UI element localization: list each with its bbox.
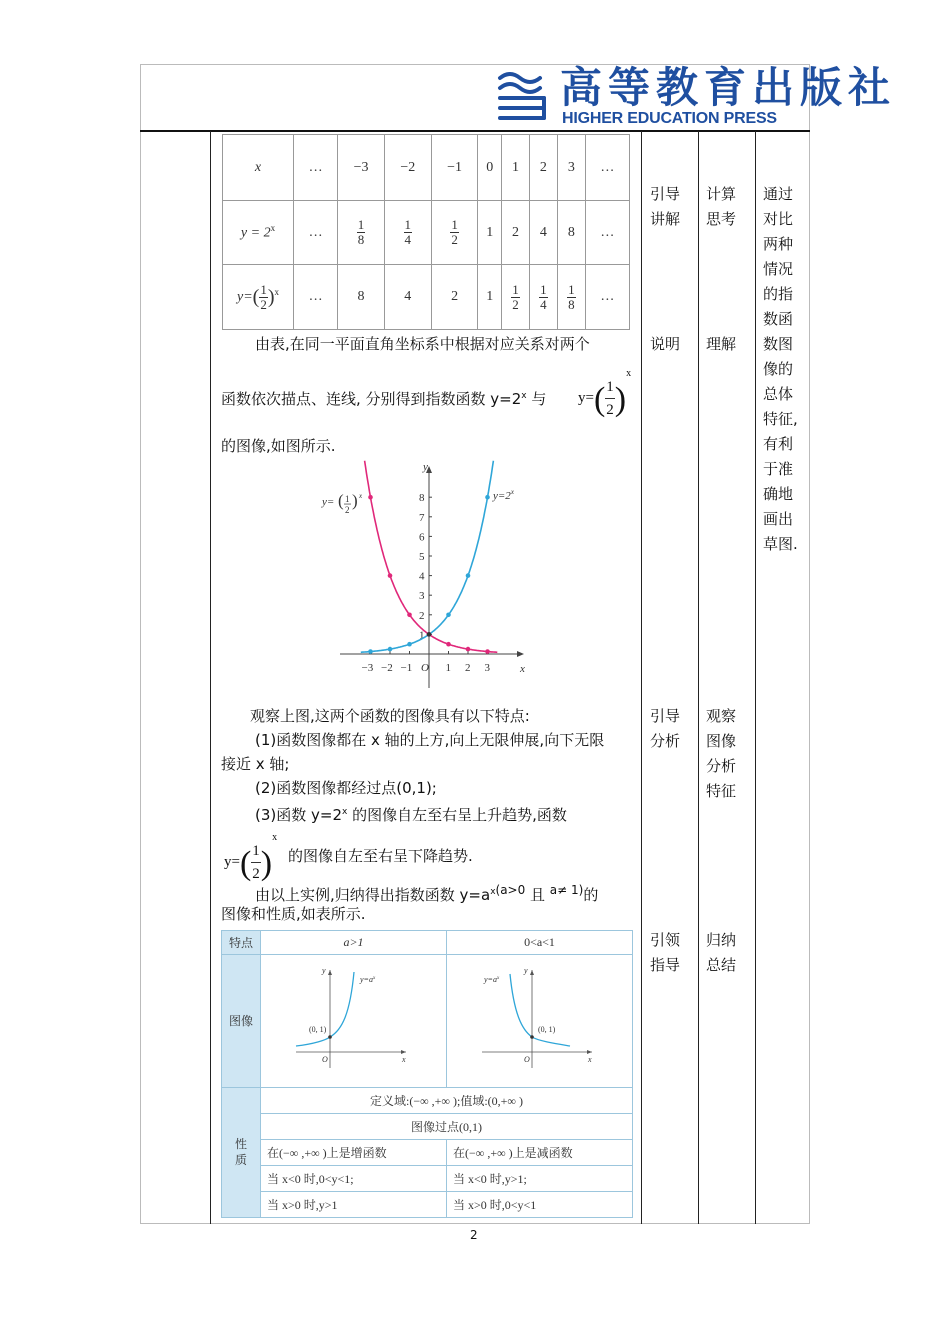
table-cell: 在(−∞ ,+∞ )上是增函数 [261, 1139, 447, 1165]
series-label: y= [322, 496, 335, 509]
paragraph-line: 观察上图,这两个函数的图像具有以下特点: [250, 707, 530, 725]
arrow-icon [530, 970, 534, 975]
data-point [368, 649, 373, 654]
curve-label: $y=a^x$ [483, 974, 499, 984]
table-cell: 1 [478, 265, 502, 330]
table-cell: 当 x<0 时,0<y<1; [261, 1165, 447, 1191]
table-cell: 在(−∞ ,+∞ )上是减函数 [447, 1139, 633, 1165]
table-cell: 2 [431, 265, 478, 330]
table-cell: … [294, 201, 338, 265]
table-cell: $\frac{1}{2}$ [502, 265, 530, 330]
table-cell: 2 [502, 201, 530, 265]
table-row [222, 1113, 633, 1139]
table-row [222, 931, 633, 955]
page-number: 2 [470, 1228, 478, 1242]
fraction-denominator: 2 [345, 505, 350, 516]
header-divider [140, 130, 810, 132]
table-cell: −2 [384, 135, 431, 201]
table-cell: 4 [384, 265, 431, 330]
x-tick-label: 1 [445, 662, 451, 674]
paragraph-line: 由表,在同一平面直角坐标系中根据对应关系对两个 [255, 335, 590, 353]
table-row [222, 1165, 633, 1191]
paragraph-line: (3)函数 $y=2^x$ 的图像自左至右呈上升趋势,函数 [255, 806, 567, 824]
teacher-activity: 引领指导 [650, 931, 681, 974]
paragraph-line: 图像和性质,如表所示. [221, 905, 366, 923]
exponential-graph [310, 458, 540, 698]
point-0-1 [328, 1035, 332, 1039]
paragraph-line: y=( $\frac{1}{2}$ )$^x$ [224, 832, 278, 883]
arrow-icon [328, 970, 332, 975]
x-tick-label: −3 [361, 662, 374, 674]
increasing-graph [294, 964, 414, 1074]
arrow-icon [401, 1050, 406, 1054]
row-label: y=( $\frac{1}{2}$ )$^x$ [223, 265, 294, 330]
table-cell: $\frac{1}{4}$ [384, 201, 431, 265]
axis-label: y [523, 965, 528, 975]
column-divider [210, 131, 211, 1224]
table-cell: $\frac{1}{8}$ [338, 201, 385, 265]
decreasing-graph [480, 964, 600, 1074]
curve-label: $y=a^x$ [359, 974, 375, 984]
y-tick-label: 5 [419, 551, 425, 563]
paragraph-line: 函数依次描点、连线, 分别得到指数函数 $y=2^x$ 与 [221, 390, 547, 408]
paren-right: ) [352, 491, 358, 511]
table-row [223, 201, 630, 265]
y-tick-label: 6 [419, 531, 425, 544]
curve-2-pow-x [361, 461, 494, 653]
table-cell: … [585, 135, 629, 201]
column-divider [698, 131, 699, 1224]
y-tick-label: 7 [419, 511, 425, 524]
table-cell: 定义域:(−∞ ,+∞ );值域:(0,+∞ ) [261, 1087, 633, 1113]
property-table [221, 930, 633, 1218]
x-tick-label: 3 [484, 662, 490, 674]
data-point [466, 647, 471, 652]
arrow-icon [587, 1050, 592, 1054]
header-cell: a>1 [261, 931, 447, 955]
header-cell: 特点 [222, 931, 261, 955]
header-cell: 0<a<1 [447, 931, 633, 955]
data-point [466, 573, 471, 578]
axis-label: y [321, 965, 326, 975]
table-cell: 2 [529, 135, 557, 201]
fraction-numerator: 1 [345, 494, 350, 505]
table-row [223, 265, 630, 330]
paragraph-line: (1)函数图像都在 x 轴的上方,向上无限伸展,向下无限 [255, 731, 605, 749]
table-row [222, 1139, 633, 1165]
student-activity: 理解 [706, 335, 737, 353]
axis-label: O [321, 1054, 328, 1064]
table-cell: 4 [529, 201, 557, 265]
student-activity: 归纳总结 [706, 931, 737, 974]
publisher-name-cn: 高等教育出版社 [560, 63, 897, 112]
axis-label: O [523, 1054, 530, 1064]
table-cell: 当 x>0 时,0<y<1 [447, 1191, 633, 1217]
data-point [388, 647, 393, 652]
row-label: $y = 2^x$ [223, 201, 294, 265]
table-cell: 8 [338, 265, 385, 330]
publisher-name-en: HIGHER EDUCATION PRESS [562, 110, 777, 127]
y-tick-label: 2 [419, 609, 425, 622]
table-cell: $\frac{1}{2}$ [431, 201, 478, 265]
column-divider [755, 131, 756, 1224]
table-cell: … [585, 265, 629, 330]
graph-cell [447, 955, 633, 1087]
table-cell: 0 [478, 135, 502, 201]
paragraph-line: 接近 x 轴; [221, 755, 290, 773]
data-point [368, 495, 373, 500]
curve-increasing [296, 972, 354, 1046]
design-intent: 通过对比两种情况的指数函数图像的总体特征,有利于准确地画出草图. [763, 185, 798, 553]
row-label: 性质 [222, 1087, 261, 1217]
point-label: (0, 1) [308, 1024, 326, 1034]
y-tick-label: 3 [419, 590, 425, 603]
table-cell: $\frac{1}{8}$ [557, 265, 585, 330]
axis-label: x [587, 1054, 592, 1064]
table-cell: 图像过点(0,1) [261, 1113, 633, 1139]
x-tick-label: −1 [400, 662, 413, 674]
table-row [223, 135, 630, 201]
y-tick-label: 1 [419, 629, 425, 642]
paragraph-line: (2)函数图像都经过点(0,1); [255, 779, 437, 797]
axis-label: x [401, 1054, 406, 1064]
graph-cell [261, 955, 447, 1087]
publisher-logo-icon [494, 68, 554, 124]
row-label: x [223, 135, 294, 201]
table-cell: $\frac{1}{4}$ [529, 265, 557, 330]
table-row [222, 1191, 633, 1217]
paragraph-line: 的图像,如图所示. [221, 437, 336, 455]
paragraph-line: 的图像自左至右呈下降趋势. [288, 847, 473, 865]
table-row [222, 955, 633, 1087]
intersection-point [427, 632, 432, 637]
data-point [485, 495, 490, 500]
teacher-activity: 说明 [650, 335, 681, 353]
y-axis-label: y [423, 461, 428, 473]
curve-decreasing [510, 974, 570, 1046]
table-cell: … [294, 265, 338, 330]
column-divider [641, 131, 642, 1224]
x-axis-arrow-icon [517, 651, 524, 657]
data-point [407, 613, 412, 618]
table-cell: … [585, 201, 629, 265]
series-label-sup: x [359, 492, 363, 501]
student-activity: 观察图像分析特征 [706, 707, 737, 800]
value-table [222, 134, 630, 330]
data-point [407, 642, 412, 647]
table-cell: 8 [557, 201, 585, 265]
point-0-1 [530, 1035, 534, 1039]
data-point [388, 573, 393, 578]
table-cell: −1 [431, 135, 478, 201]
table-cell: 3 [557, 135, 585, 201]
x-tick-label: 2 [465, 662, 471, 674]
formula-half-power: y=( $\frac{1}{2}$ )$^x$ [578, 368, 632, 419]
student-activity: 计算思考 [706, 185, 737, 228]
data-point [446, 613, 451, 618]
y-tick-label: 4 [419, 570, 425, 583]
x-tick-label: O [421, 662, 429, 674]
table-cell: … [294, 135, 338, 201]
table-cell: 1 [502, 135, 530, 201]
x-axis-label: x [520, 663, 525, 675]
data-point [446, 642, 451, 647]
table-cell: 当 x>0 时,y>1 [261, 1191, 447, 1217]
row-label: 图像 [222, 955, 261, 1087]
teacher-activity: 引导讲解 [650, 185, 681, 228]
curve-half-pow-x [365, 461, 498, 653]
y-tick-label: 8 [419, 492, 425, 505]
table-cell: −3 [338, 135, 385, 201]
paren-left: ( [338, 491, 344, 511]
point-label: (0, 1) [537, 1024, 555, 1034]
x-tick-label: −2 [381, 662, 393, 674]
paragraph-line: 由以上实例,归纳得出指数函数 $y=a^{x(a>0}$ 且 $^{a\ne 1)}$的 [255, 883, 599, 904]
data-point [485, 649, 490, 654]
table-cell: 当 x<0 时,y>1; [447, 1165, 633, 1191]
series-label: $y=2^x$ [493, 488, 514, 503]
teacher-activity: 引导分析 [650, 707, 681, 750]
table-row [222, 1087, 633, 1113]
table-cell: 1 [478, 201, 502, 265]
